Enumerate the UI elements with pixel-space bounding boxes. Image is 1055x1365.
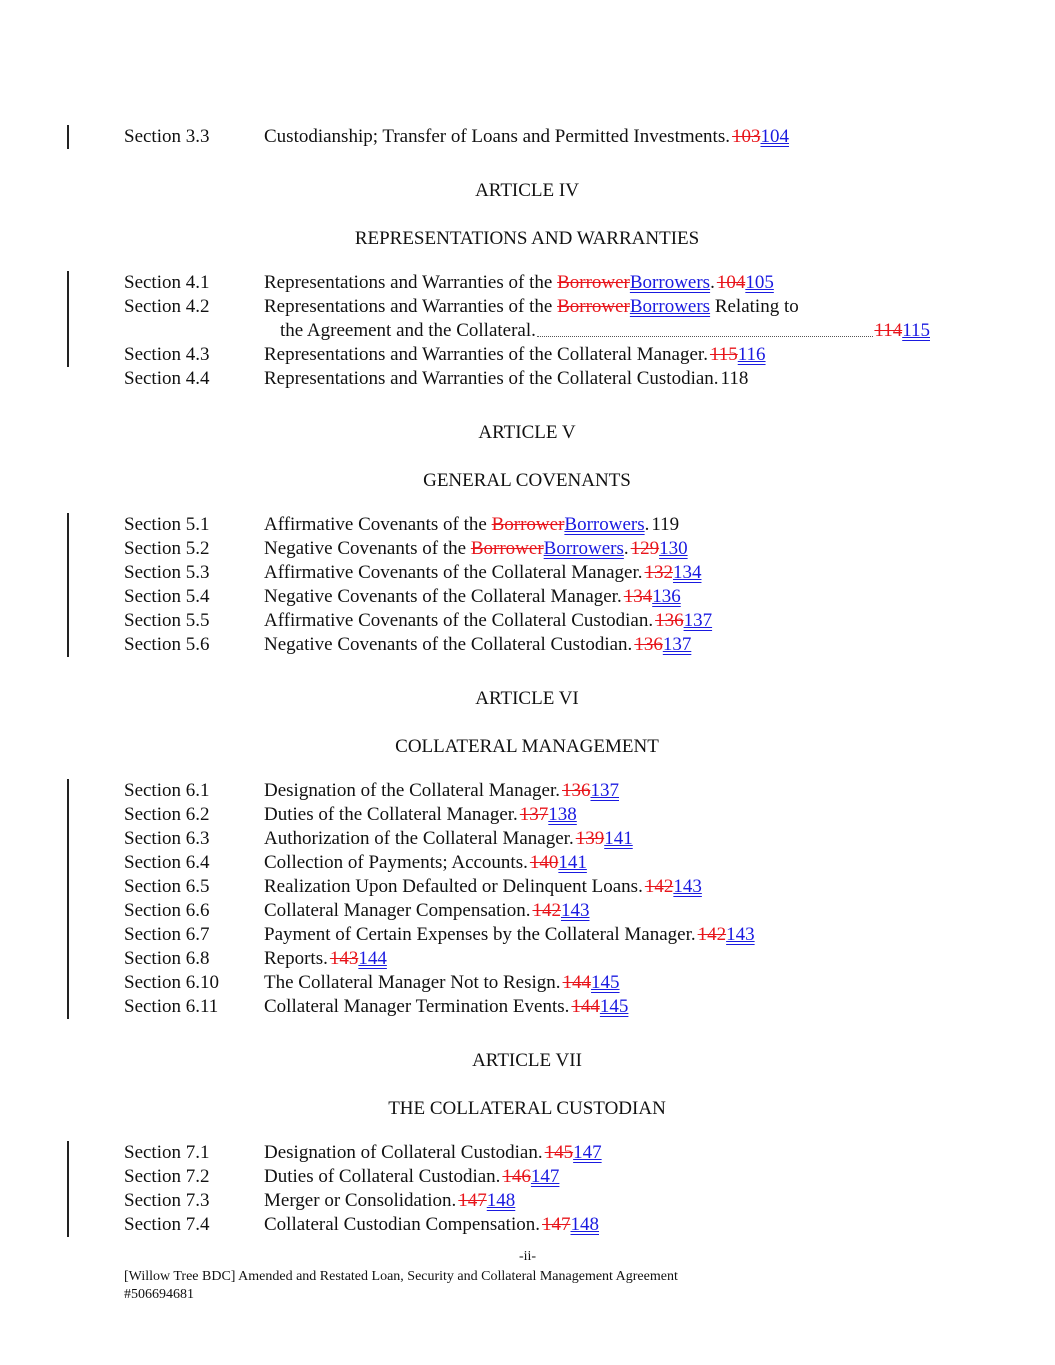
section-number: Section 6.1 xyxy=(124,780,210,801)
toc-entry[interactable] xyxy=(124,295,930,343)
title-text: Reports. xyxy=(264,948,328,969)
change-bar xyxy=(67,609,69,633)
toc-entry[interactable] xyxy=(124,851,930,875)
inserted-page-number[interactable]: 136 xyxy=(652,586,681,607)
page-number-ref[interactable] xyxy=(545,1141,602,1165)
page-number-ref[interactable] xyxy=(655,609,712,633)
section-title xyxy=(264,585,622,609)
title-text: Affirmative Covenants of the Collateral Manager. xyxy=(264,562,643,583)
toc-entry-line xyxy=(124,971,620,995)
deleted-page-number: 140 xyxy=(529,852,559,873)
toc-entry-line xyxy=(124,367,748,391)
inserted-page-number[interactable]: 116 xyxy=(737,344,766,365)
article-label: ARTICLE VII xyxy=(472,1050,582,1071)
article-heading: COLLATERAL MANAGEMENT xyxy=(395,736,659,757)
page-number-ref[interactable] xyxy=(732,125,789,149)
deleted-page-number: 147 xyxy=(542,1214,571,1235)
section-title xyxy=(264,947,328,971)
inserted-page-number[interactable]: 147 xyxy=(530,1166,560,1187)
deleted-page-number: 136 xyxy=(655,610,684,631)
deleted-page-number: 134 xyxy=(623,586,653,607)
inserted-page-number[interactable]: 137 xyxy=(683,610,713,631)
change-bar xyxy=(67,295,69,343)
section-number: Section 6.5 xyxy=(124,876,210,897)
title-text: Designation of Collateral Custodian. xyxy=(264,1142,543,1163)
change-bar xyxy=(67,561,69,585)
section-title xyxy=(264,1141,543,1165)
section-title xyxy=(264,971,561,995)
title-text: . xyxy=(644,514,650,535)
change-bar xyxy=(67,851,69,875)
article-label: ARTICLE IV xyxy=(475,180,579,201)
toc-entry-line xyxy=(124,1213,599,1237)
toc-entry[interactable] xyxy=(124,367,930,391)
page-number-ref[interactable] xyxy=(530,851,587,875)
page-number-ref[interactable] xyxy=(874,319,930,343)
inserted-page-number[interactable]: 134 xyxy=(672,562,702,583)
section-title xyxy=(264,1213,540,1237)
change-bar xyxy=(67,1189,69,1213)
page-number-ref[interactable] xyxy=(576,827,633,851)
page-number: 119 xyxy=(651,514,680,535)
section-number: Section 5.1 xyxy=(124,514,210,535)
title-text: Designation of the Collateral Manager. xyxy=(264,780,560,801)
section-title xyxy=(264,561,642,585)
toc-entry[interactable] xyxy=(124,537,930,561)
inserted-page-number[interactable]: 137 xyxy=(662,634,692,655)
title-text: Representations and Warranties of the Collateral Manager. xyxy=(264,344,708,365)
change-bar xyxy=(67,803,69,827)
toc-entry-line xyxy=(124,125,789,149)
change-bar xyxy=(67,271,69,295)
section-title xyxy=(264,609,653,633)
deleted-page-number: 142 xyxy=(644,876,674,897)
toc-entry-line xyxy=(124,1165,559,1189)
toc-entry-line xyxy=(124,1189,515,1213)
inserted-page-number[interactable]: 138 xyxy=(548,804,577,825)
deleted-text: Borrower xyxy=(557,272,630,293)
toc-entry-line xyxy=(124,995,628,1019)
deleted-page-number: 132 xyxy=(644,562,673,583)
title-text: Custodianship; Transfer of Loans and Permitted Investments. xyxy=(264,126,730,147)
inserted-page-number[interactable]: 148 xyxy=(486,1190,516,1211)
inserted-page-number[interactable]: 130 xyxy=(659,538,688,559)
deleted-page-number: 143 xyxy=(329,948,359,969)
toc-entry-continuation xyxy=(124,319,930,343)
deleted-text: Borrower xyxy=(491,514,565,535)
deleted-page-number: 142 xyxy=(697,924,727,945)
section-title xyxy=(264,633,632,657)
inserted-page-number[interactable]: 143 xyxy=(560,900,590,921)
page-number-ref[interactable] xyxy=(651,513,679,537)
section-number: Section 7.1 xyxy=(124,1142,210,1163)
title-text: Collateral Manager Compensation. xyxy=(264,900,531,921)
toc-entry[interactable] xyxy=(124,827,930,851)
change-bar xyxy=(67,995,69,1019)
section-number: Section 7.4 xyxy=(124,1214,210,1235)
toc-entry[interactable] xyxy=(124,561,930,585)
title-text: Affirmative Covenants of the xyxy=(264,514,492,535)
toc-entry-line xyxy=(124,803,577,827)
section-number: Section 6.4 xyxy=(124,852,210,873)
deleted-page-number: 103 xyxy=(731,126,761,147)
toc-entry[interactable] xyxy=(124,923,930,947)
deleted-page-number: 145 xyxy=(544,1142,574,1163)
deleted-page-number: 136 xyxy=(562,780,591,801)
article-label: ARTICLE VI xyxy=(475,688,579,709)
title-text: Collateral Manager Termination Events. xyxy=(264,996,570,1017)
inserted-page-number[interactable]: 143 xyxy=(726,924,755,945)
toc-entry[interactable] xyxy=(124,609,930,633)
toc-entry[interactable] xyxy=(124,271,930,295)
inserted-page-number[interactable]: 145 xyxy=(599,996,629,1017)
toc-entry[interactable] xyxy=(124,1165,930,1189)
toc-entry-line xyxy=(124,923,755,947)
section-title xyxy=(264,923,696,947)
inserted-page-number[interactable]: 148 xyxy=(570,1214,599,1235)
toc-entry-line xyxy=(124,779,619,803)
inserted-text: Borrowers xyxy=(629,272,711,293)
change-bar xyxy=(67,827,69,851)
inserted-page-number[interactable]: 147 xyxy=(573,1142,602,1163)
toc-entry-line xyxy=(124,899,589,923)
page-number-ref[interactable] xyxy=(502,1165,559,1189)
title-text: Negative Covenants of the xyxy=(264,538,471,559)
change-bar xyxy=(67,875,69,899)
section-number: Section 4.1 xyxy=(124,272,210,293)
change-bar xyxy=(67,779,69,803)
change-bar xyxy=(67,1165,69,1189)
change-bar xyxy=(67,1213,69,1237)
section-number: Section 6.6 xyxy=(124,900,210,921)
section-number: Section 5.4 xyxy=(124,586,210,607)
section-title xyxy=(264,295,799,319)
deleted-page-number: 142 xyxy=(532,900,561,921)
title-text: The Collateral Manager Not to Resign. xyxy=(264,972,561,993)
change-bar xyxy=(67,343,69,367)
deleted-page-number: 144 xyxy=(562,972,592,993)
title-text: Payment of Certain Expenses by the Collateral Manager. xyxy=(264,924,696,945)
section-number: Section 7.2 xyxy=(124,1166,210,1187)
inserted-text: Borrowers xyxy=(564,514,645,535)
inserted-page-number[interactable]: 104 xyxy=(760,126,789,147)
toc-entry-line xyxy=(124,295,930,319)
toc-entry-line xyxy=(124,561,701,585)
section-number: Section 5.3 xyxy=(124,562,210,583)
toc-entry-line xyxy=(124,609,712,633)
title-text: Merger or Consolidation. xyxy=(264,1190,457,1211)
deleted-page-number: 104 xyxy=(716,272,746,293)
section-number: Section 5.5 xyxy=(124,610,210,631)
inserted-page-number[interactable]: 145 xyxy=(591,972,620,993)
inserted-page-number[interactable]: 143 xyxy=(673,876,702,897)
section-title xyxy=(264,899,530,923)
section-title xyxy=(264,1189,456,1213)
title-text: Representations and Warranties of the xyxy=(264,272,558,293)
page-number-ref[interactable] xyxy=(634,633,691,657)
inserted-page-number[interactable]: 105 xyxy=(745,272,774,293)
section-title-continuation: the Agreement and the Collateral. xyxy=(280,320,536,341)
section-number: Section 3.3 xyxy=(124,126,210,147)
title-text: Realization Upon Defaulted or Delinquent Loans. xyxy=(264,876,643,897)
page-number-ref[interactable] xyxy=(520,803,577,827)
title-text: Representations and Warranties of the Collateral Custodian. xyxy=(264,368,719,389)
title-text: Representations and Warranties of the xyxy=(264,296,558,317)
deleted-page-number: 129 xyxy=(630,538,660,559)
toc-entry[interactable] xyxy=(124,971,930,995)
section-title xyxy=(264,875,643,899)
change-bar xyxy=(67,971,69,995)
deleted-page-number: 136 xyxy=(634,634,663,655)
section-title xyxy=(264,803,518,827)
toc-entry-line xyxy=(124,633,691,657)
toc-entry-line xyxy=(124,271,774,295)
dot-leader xyxy=(537,319,874,337)
toc-entry-line xyxy=(124,537,688,561)
deleted-page-number: 115 xyxy=(709,344,738,365)
page-number-ref[interactable] xyxy=(698,923,755,947)
section-number: Section 6.10 xyxy=(124,972,219,993)
title-text: Authorization of the Collateral Manager. xyxy=(264,828,574,849)
toc-entry-line xyxy=(124,343,766,367)
inserted-page-number[interactable]: 141 xyxy=(604,828,633,849)
change-bar xyxy=(67,899,69,923)
page-number-ref[interactable] xyxy=(717,271,774,295)
indent-spacer xyxy=(124,319,264,343)
change-bar xyxy=(67,923,69,947)
section-number: Section 7.3 xyxy=(124,1190,210,1211)
title-text: Affirmative Covenants of the Collateral Custodian. xyxy=(264,610,654,631)
page-number: -ii- xyxy=(518,1249,537,1264)
deleted-text: Borrower xyxy=(557,296,630,317)
section-title xyxy=(264,1165,500,1189)
toc-entry-line xyxy=(124,1141,602,1165)
section-number: Section 6.7 xyxy=(124,924,210,945)
toc-entry[interactable] xyxy=(124,343,930,367)
article-heading: THE COLLATERAL CUSTODIAN xyxy=(388,1098,666,1119)
page-number-ref[interactable] xyxy=(624,585,681,609)
page-number-ref[interactable] xyxy=(563,971,620,995)
inserted-text: Borrowers xyxy=(629,296,711,317)
section-title xyxy=(264,343,708,367)
deleted-page-number: 147 xyxy=(458,1190,487,1211)
inserted-page-number[interactable]: 144 xyxy=(358,948,387,969)
toc-entry[interactable] xyxy=(124,1213,930,1237)
page-number-ref[interactable] xyxy=(458,1189,515,1213)
section-title xyxy=(264,367,719,391)
title-text: . xyxy=(710,272,715,293)
change-bar xyxy=(67,125,69,149)
deleted-page-number: 146 xyxy=(502,1166,531,1187)
toc-entry[interactable] xyxy=(124,779,930,803)
section-title xyxy=(264,995,569,1019)
inserted-page-number[interactable]: 141 xyxy=(558,852,587,873)
section-title xyxy=(264,513,649,537)
deleted-page-number: 137 xyxy=(519,804,549,825)
page-number-ref[interactable] xyxy=(542,1213,599,1237)
article-heading: GENERAL COVENANTS xyxy=(423,470,631,491)
inserted-page-number[interactable]: 137 xyxy=(590,780,619,801)
page-number-ref[interactable] xyxy=(571,995,628,1019)
title-text: Negative Covenants of the Collateral Manager. xyxy=(264,586,622,607)
page-number-ref[interactable] xyxy=(330,947,387,971)
toc-entry[interactable] xyxy=(124,633,930,657)
section-title xyxy=(264,125,730,149)
title-text: Collection of Payments; Accounts. xyxy=(264,852,528,873)
title-text: . xyxy=(623,538,629,559)
section-number: Section 6.2 xyxy=(124,804,210,825)
deleted-page-number: 144 xyxy=(571,996,600,1017)
page-number-ref[interactable] xyxy=(532,899,589,923)
footer-title: [Willow Tree BDC] Amended and Restated Loan, Security and Collateral Management Agreement xyxy=(124,1269,678,1284)
change-bar xyxy=(67,1141,69,1165)
toc-entry[interactable] xyxy=(124,803,930,827)
section-number: Section 4.2 xyxy=(124,296,210,317)
page-number-ref[interactable] xyxy=(631,537,688,561)
toc-entry[interactable] xyxy=(124,1141,930,1165)
toc-entry[interactable] xyxy=(124,875,930,899)
toc-entry[interactable] xyxy=(124,899,930,923)
section-number: Section 6.8 xyxy=(124,948,210,969)
page-number: 118 xyxy=(720,368,749,389)
deleted-page-number: 139 xyxy=(575,828,605,849)
section-title xyxy=(264,779,560,803)
deleted-text: Borrower xyxy=(470,538,544,559)
title-text: Negative Covenants of the Collateral Custodian. xyxy=(264,634,633,655)
toc-entry[interactable] xyxy=(124,995,930,1019)
section-title xyxy=(264,271,715,295)
article-heading: REPRESENTATIONS AND WARRANTIES xyxy=(354,228,700,249)
footer-doc-id: #506694681 xyxy=(124,1287,194,1302)
change-bar xyxy=(67,585,69,609)
title-text: Duties of Collateral Custodian. xyxy=(264,1166,501,1187)
deleted-page-number: 114 xyxy=(874,320,903,341)
toc-entry[interactable] xyxy=(124,585,930,609)
section-number: Section 6.3 xyxy=(124,828,210,849)
change-bar xyxy=(67,947,69,971)
change-bar xyxy=(67,537,69,561)
page-number-ref[interactable] xyxy=(644,561,701,585)
toc-entry-line xyxy=(124,585,681,609)
change-bar xyxy=(67,513,69,537)
toc-entry[interactable] xyxy=(124,513,930,537)
page-number-ref[interactable] xyxy=(562,779,619,803)
section-number: Section 6.11 xyxy=(124,996,219,1017)
inserted-page-number[interactable]: 115 xyxy=(902,320,930,341)
section-title xyxy=(264,851,528,875)
toc-entry[interactable] xyxy=(124,125,930,149)
change-bar xyxy=(67,633,69,657)
toc-entry[interactable] xyxy=(124,947,930,971)
section-number: Section 4.3 xyxy=(124,344,210,365)
title-text: Collateral Custodian Compensation. xyxy=(264,1214,540,1235)
title-text: Duties of the Collateral Manager. xyxy=(264,804,518,825)
section-number: Section 5.6 xyxy=(124,634,210,655)
title-text: Relating to xyxy=(710,296,799,317)
section-number: Section 4.4 xyxy=(124,368,210,389)
toc-entry-line xyxy=(124,513,679,537)
section-number: Section 5.2 xyxy=(124,538,210,559)
toc-entry-line xyxy=(124,827,633,851)
section-title xyxy=(264,827,574,851)
toc-entry-line xyxy=(124,875,702,899)
table-of-contents xyxy=(124,125,930,1237)
inserted-text: Borrowers xyxy=(543,538,624,559)
page-number-ref[interactable] xyxy=(645,875,702,899)
section-title xyxy=(264,537,629,561)
page-number-ref[interactable] xyxy=(721,367,749,391)
toc-entry-line xyxy=(124,947,387,971)
toc-entry[interactable] xyxy=(124,1189,930,1213)
toc-entry-line xyxy=(124,851,587,875)
article-label: ARTICLE V xyxy=(478,422,576,443)
page-number-ref[interactable] xyxy=(710,343,766,367)
